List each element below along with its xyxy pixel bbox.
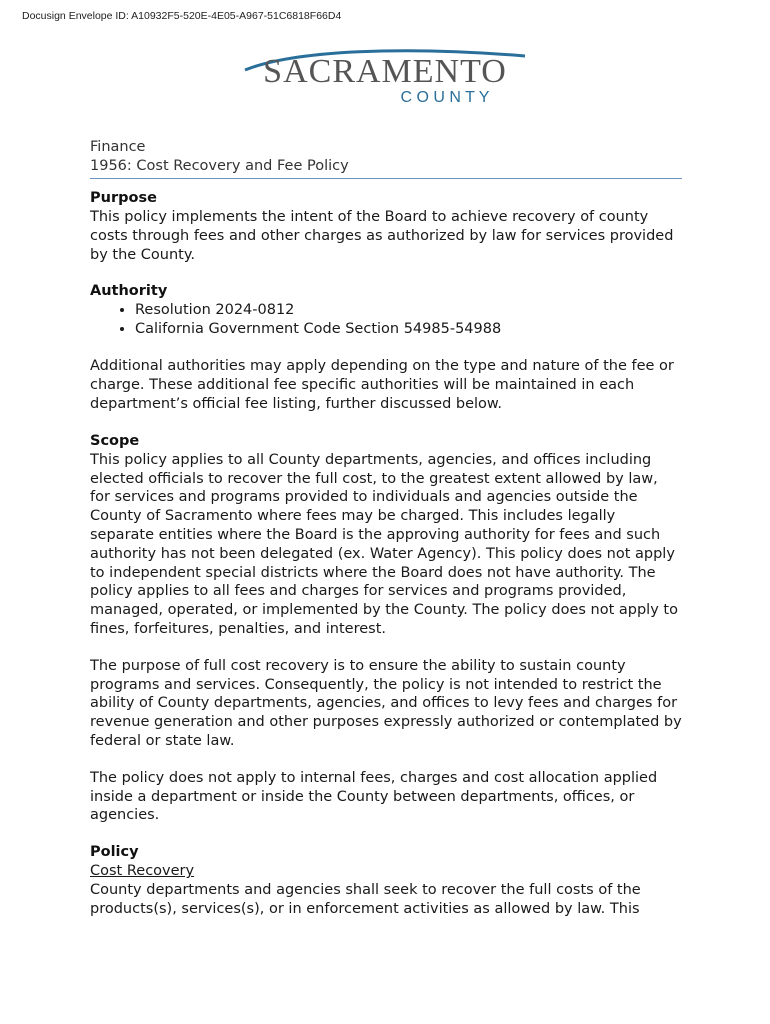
sacramento-county-logo xyxy=(235,48,535,108)
authority-section xyxy=(90,282,682,413)
policy-section xyxy=(90,843,682,918)
purpose-section xyxy=(90,189,682,264)
logo-line2: C O U N T Y xyxy=(400,89,490,106)
logo-line1: SACRAMENTO xyxy=(263,53,507,90)
policy-heading: Policy xyxy=(90,844,139,861)
envelope-id: Docusign Envelope ID: A10932F5-520E-4E05-A967-51C6818F66D4 xyxy=(22,10,342,22)
scope-paragraph-1: This policy applies to all County departments, agencies, and offices including elected officials to recover the full cost, to the greatest extent allowed by law, for services and programs provided to individuals and agencies outside the County of Sacramento where fees may be charged. This includes legally separate entities where the Board is the approving authority for fees and such authority has not been delegated (ex. Water Agency). This policy does not apply to independent special districts where the Board does not have authority. The policy applies to all fees and charges for services and programs provided, managed, operated, or implemented by the County. The policy does not apply to fines, forfeitures, penalties, and interest. xyxy=(90,451,678,637)
authority-heading: Authority xyxy=(90,283,168,300)
authority-item: • California Government Code Section 54985-54988 xyxy=(135,320,682,339)
document-header xyxy=(90,138,682,179)
policy-title: 1956: Cost Recovery and Fee Policy xyxy=(90,158,349,174)
scope-paragraph-2: The purpose of full cost recovery is to ensure the ability to sustain county programs and services. Consequently, the policy is not intended to restrict the ability of County departments, agencies, and offices to levy fees and charges for revenue generation and other purposes expressly authorized or contemplated by federal or state law. xyxy=(90,657,682,749)
purpose-text: This policy implements the intent of the Board to achieve recovery of county costs through fees and other charges as authorized by law for services provided by the County. xyxy=(90,209,674,263)
policy-text: County departments and agencies shall seek to recover the full costs of the products(s), services(s), or in enforcement activities as allowed by law. This xyxy=(90,881,641,917)
scope-section xyxy=(90,432,682,825)
purpose-heading: Purpose xyxy=(90,190,157,206)
department-label: Finance xyxy=(90,139,146,155)
scope-paragraph-3: The policy does not apply to internal fees, charges and cost allocation applied inside a department or inside the County between departments, offices, or agencies. xyxy=(90,769,658,824)
document-body xyxy=(90,138,682,937)
authority-list xyxy=(90,301,682,339)
scope-heading: Scope xyxy=(90,432,140,449)
authority-item: • Resolution 2024-0812 xyxy=(135,301,682,320)
cost-recovery-subheading: Cost Recovery xyxy=(90,863,195,880)
authority-text: Additional authorities may apply depending on the type and nature of the fee or charge. These additional fee specific authorities will be maintained in each department’s official fee listing, further discussed below. xyxy=(90,358,674,412)
